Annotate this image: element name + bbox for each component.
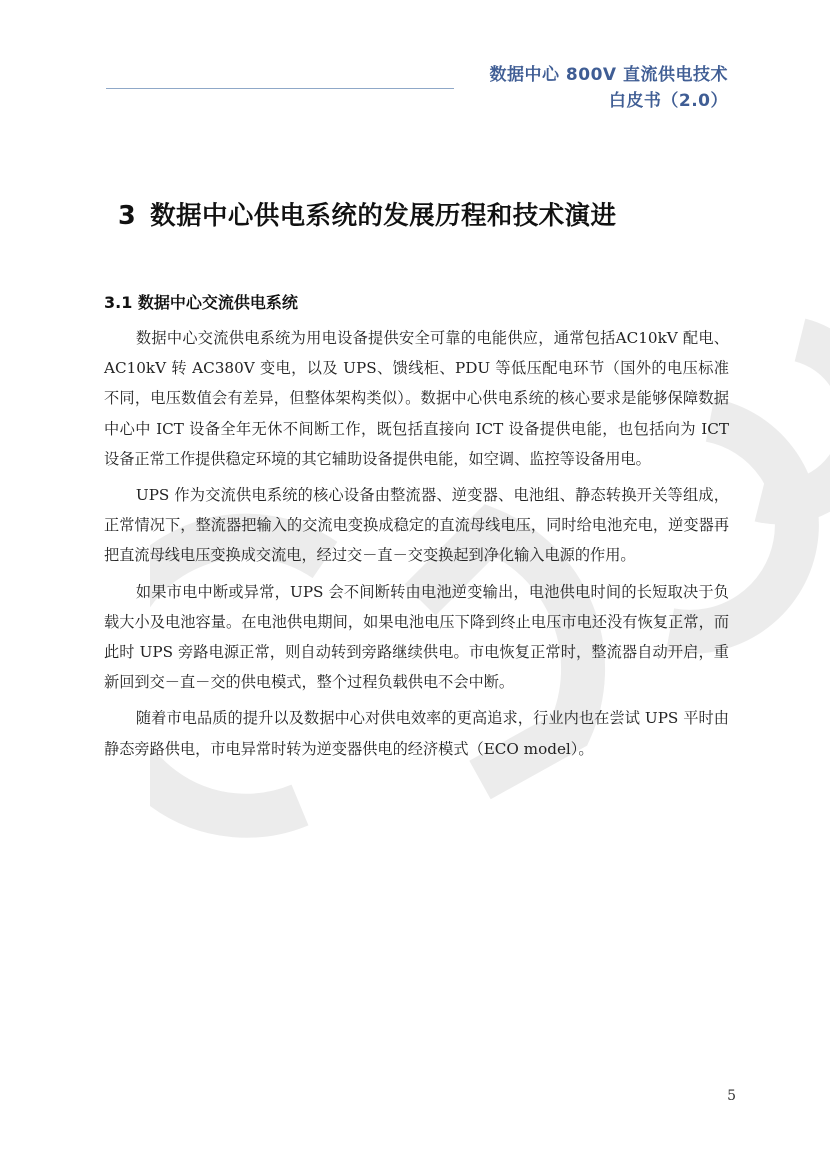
paragraph: 随着市电品质的提升以及数据中心对供电效率的更高追求，行业内也在尝试 UPS 平时由静态旁路供电，市电异常时转为逆变器供电的经济模式（ECO model）。 (104, 709, 729, 758)
header-rule (106, 88, 454, 89)
paragraph: 数据中心交流供电系统为用电设备提供安全可靠的电能供应，通常包括AC10kV 配电、AC10kV 转 AC380V 变电，以及 UPS、馈线柜、PDU 等低压配电环节（国外的电压标准不同，电压数值会有差异，但整体架构类似）。数据中心供电系统的核心要求是能够保障数据中心中 ICT 设备全年无休不间断工作，既包括直接向 ICT 设备提供电能，也包括向为 ICT 设备正常工作提供稳定环境的其它辅助设备提供电能，如空调、监控等设备用电。 (104, 329, 729, 468)
paragraph: UPS 作为交流供电系统的核心设备由整流器、逆变器、电池组、静态转换开关等组成，正常情况下，整流器把输入的交流电变换成稳定的直流母线电压，同时给电池充电，逆变器再把直流母线电压变换成交流电，经过交－直－交变换起到净化输入电源的作用。 (104, 486, 729, 565)
running-header (490, 62, 728, 114)
header-title-line2: 白皮书（2.0） (608, 91, 728, 111)
page-number: 5 (727, 1088, 736, 1104)
chapter-title-text: 数据中心供电系统的发展历程和技术演进 (150, 201, 617, 231)
chapter-number: 3 (118, 201, 137, 231)
section-title: 3.1 数据中心交流供电系统 (104, 293, 298, 312)
watermark-letter-c3 (760, 340, 830, 502)
body-text (104, 323, 729, 770)
chapter-title (118, 196, 738, 232)
paragraph: 如果市电中断或异常，UPS 会不间断转由电池逆变输出，电池供电时间的长短取决于负载大小及电池容量。在电池供电期间，如果电池电压下降到终止电压市电还没有恢复正常，而此时 UPS 旁路电源正常，则自动转到旁路继续供电。市电恢复正常时，整流器自动开启，重新回到交－直－交的供电模式，整个过程负载供电不会中断。 (104, 582, 729, 692)
header-title-line1: 数据中心 800V 直流供电技术 (489, 65, 728, 85)
